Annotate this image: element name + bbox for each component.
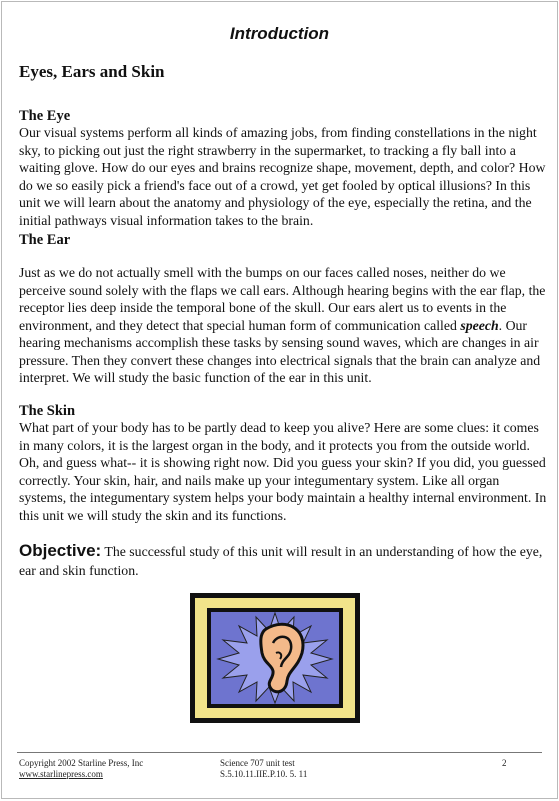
ear-icon	[190, 593, 360, 723]
document-page	[1, 1, 558, 799]
header-title: Introduction	[229, 24, 330, 43]
section-text-skin: What part of your body has to be partly dead to keep you alive? Here are some clues: it comes in many colors, it is the largest organ in the body, and it protects you from the outside world. Oh, and guess what-- it is showing right now. Did you guess your skin? If you did, you guessed correctly. Your skin, hair, and nails make up your integumentary system. Like all organ systems, the integumentary system helps your body maintain a healthy internal environment. In this unit we will study the skin and its functions.	[19, 420, 547, 523]
standards-code: S.5.10.11.IIE.P.10. 5. 11	[220, 769, 308, 779]
copyright-text: Copyright 2002 Starline Press, Inc	[19, 758, 144, 768]
page-heading: Eyes, Ears and Skin	[19, 62, 165, 81]
section-title-skin: The Skin	[19, 403, 76, 419]
footer-center	[220, 758, 307, 780]
footer-left	[19, 758, 143, 780]
objective	[19, 541, 549, 580]
section-title-ear: The Ear	[19, 232, 71, 248]
section-text-eye: Our visual systems perform all kinds of amazing jobs, from finding constellations in the night sky, to picking out just the right strawberry in the supermarket, to tracking a fly ball into a waiting glove. How do our eyes and brains recognize shape, movement, depth, and color? How do we so easily pick a friend's face out of a crowd, yet get fooled by optical illusions? In this unit we will learn about the anatomy and physiology of the eye, especially the retina, and the initial pathways visual information takes to the brain.	[19, 125, 546, 228]
footer-rule	[17, 752, 542, 753]
ear-text-start: Just as we do not actually smell with the bumps on our faces called noses, neither do we perceive sound solely with the flaps we call ears. Although hearing begins with the ear flap, the receptor lies deep inside the temporal bone of the skull. Our ears alert us to events in the environment, and they detect that special human form of communication called	[19, 265, 546, 333]
section-text-ear	[19, 264, 549, 387]
section-title-eye: The Eye	[19, 108, 71, 124]
page-number: 2	[502, 758, 507, 768]
course-title: Science 707 unit test	[220, 758, 295, 768]
objective-text: The successful study of this unit will result in an understanding of how the eye, ear and skin function.	[19, 544, 543, 578]
website-link[interactable]: www.starlinepress.com	[19, 769, 103, 779]
ear-text-end: . Our hearing mechanisms accomplish these tasks by sensing sound waves, which are changes in air pressure. Then they convert these changes into electrical signals that the brain can analyze and interpret. We will study the basic function of the ear in this unit.	[19, 317, 541, 385]
speech-emphasis: speech	[460, 317, 499, 333]
objective-label: Objective:	[19, 541, 102, 560]
